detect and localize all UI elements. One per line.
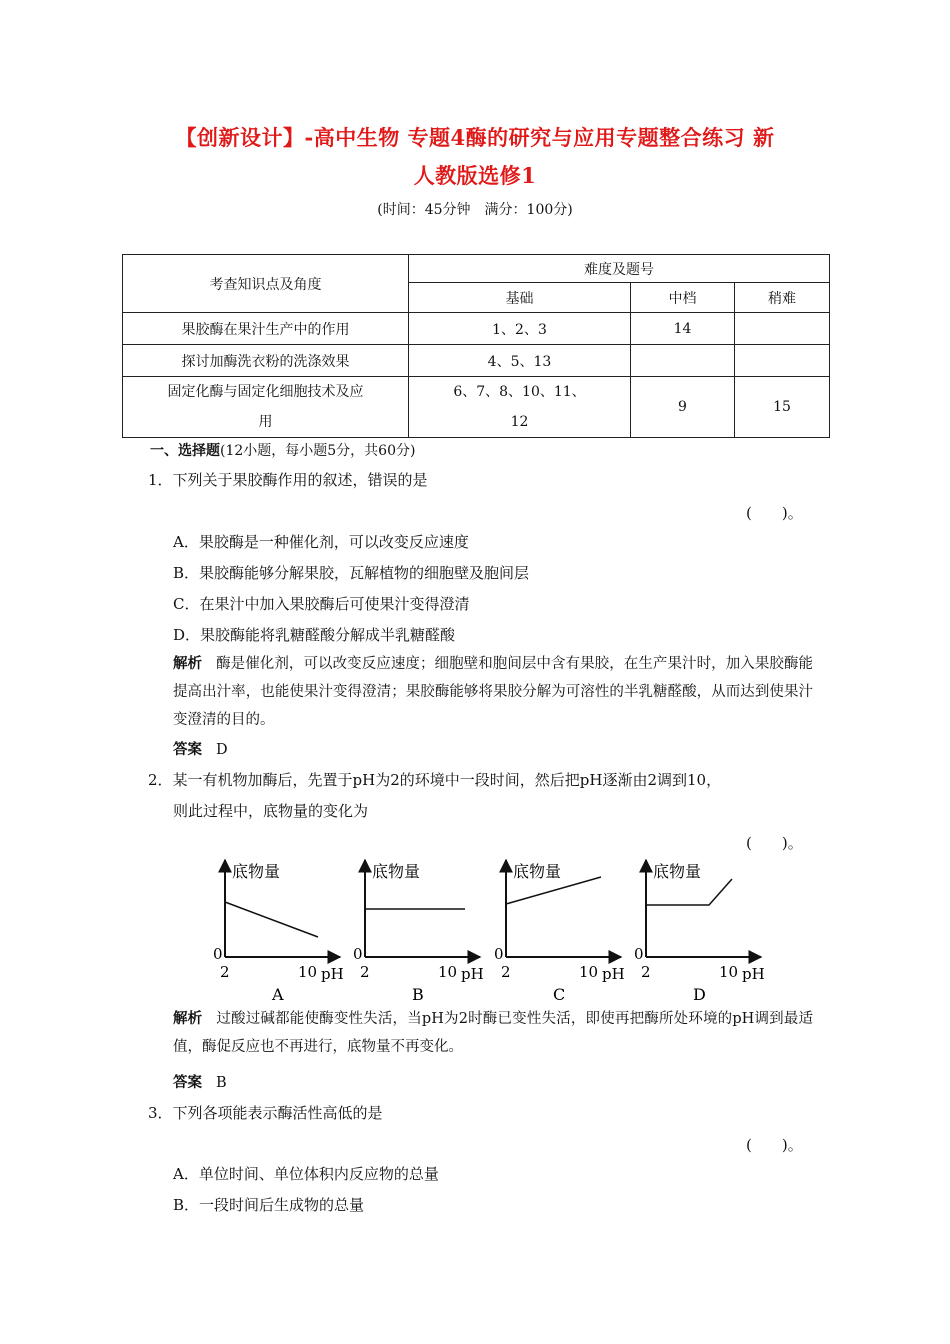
table-header-difficulty: 难度及题号	[409, 255, 830, 283]
level-basic: 基础	[409, 283, 631, 313]
row-medium: 9	[631, 377, 735, 438]
q2-analysis	[173, 1005, 813, 1061]
curve-d	[646, 879, 732, 905]
y-label: 底物量	[372, 862, 421, 881]
x-unit-label: pH	[742, 965, 765, 983]
question-2-bracket: ( )。	[746, 834, 803, 852]
y-label: 底物量	[513, 862, 562, 881]
graph-label-a: A	[272, 985, 284, 1004]
origin-label: 0	[213, 945, 223, 963]
q1-option-c: C．在果汁中加入果胶酶后可使果汁变得澄清	[173, 595, 470, 613]
row-basic-line1: 6、7、8、10、11、	[453, 384, 586, 400]
x-unit-label: pH	[321, 965, 344, 983]
origin-label: 0	[353, 945, 363, 963]
row-topic: 果胶酶在果汁生产中的作用	[123, 313, 409, 345]
question-2-stem-line2: 则此过程中，底物量的变化为	[173, 802, 369, 820]
y-label: 底物量	[232, 862, 281, 881]
x-start-label: 2	[220, 963, 230, 981]
table-row	[123, 313, 830, 345]
x-end-label: 10	[579, 963, 599, 981]
row-basic-line2: 12	[510, 414, 529, 430]
answer-value: B	[216, 1075, 227, 1091]
table-row	[123, 345, 830, 377]
row-medium: 14	[631, 313, 735, 345]
x-unit-label: pH	[602, 965, 625, 983]
doc-title-line1: 【创新设计】-高中生物 专题4酶的研究与应用专题整合练习 新	[175, 125, 775, 150]
x-end-label: 10	[719, 963, 739, 981]
q2-answer	[173, 1071, 227, 1092]
q1-option-a: A．果胶酶是一种催化剂，可以改变反应速度	[173, 533, 469, 551]
curve-c	[506, 877, 601, 904]
section-title: 一、选择题	[150, 443, 220, 459]
x-start-label: 2	[360, 963, 370, 981]
q1-answer	[173, 738, 228, 759]
question-1-bracket: ( )。	[746, 504, 803, 522]
ph-substrate-graphs	[200, 852, 780, 1007]
graph-label-b: B	[412, 985, 424, 1004]
row-topic	[123, 377, 409, 438]
origin-label: 0	[634, 945, 644, 963]
table-header-topic: 考查知识点及角度	[123, 255, 409, 313]
table-row	[123, 377, 830, 438]
doc-title-line2: 人教版选修1	[413, 163, 537, 188]
graph-label-d: D	[693, 985, 706, 1004]
analysis-label: 解析	[173, 655, 203, 672]
answer-label: 答案	[173, 1074, 202, 1091]
x-start-label: 2	[641, 963, 651, 981]
graph-label-c: C	[553, 985, 566, 1004]
graph-c	[494, 860, 625, 1004]
row-topic-line1: 固定化酶与固定化细胞技术及应	[167, 384, 364, 400]
level-hard: 稍难	[735, 283, 830, 313]
question-3-bracket: ( )。	[746, 1136, 803, 1154]
row-topic-line2: 用	[258, 414, 273, 430]
analysis-label: 解析	[173, 1010, 203, 1027]
section-note: (12小题，每小题5分，共60分)	[220, 443, 416, 459]
row-basic: 1、2、3	[409, 313, 631, 345]
answer-value: D	[216, 742, 228, 758]
question-3-stem: 3．下列各项能表示酶活性高低的是	[148, 1104, 383, 1122]
origin-label: 0	[494, 945, 504, 963]
row-hard	[735, 345, 830, 377]
question-1-stem: 1．下列关于果胶酶作用的叙述，错误的是	[148, 471, 428, 489]
x-end-label: 10	[298, 963, 318, 981]
answer-label: 答案	[173, 741, 202, 758]
x-start-label: 2	[501, 963, 511, 981]
q1-analysis	[173, 650, 813, 734]
graph-b	[353, 860, 484, 1004]
q3-option-b: B．一段时间后生成物的总量	[173, 1196, 365, 1214]
q1-option-b: B．果胶酶能够分解果胶，瓦解植物的细胞壁及胞间层	[173, 564, 530, 582]
row-medium	[631, 345, 735, 377]
q1-option-d: D．果胶酶能将乳糖醛酸分解成半乳糖醛酸	[173, 626, 456, 644]
row-basic: 4、5、13	[409, 345, 631, 377]
curve-a	[225, 902, 318, 937]
row-hard	[735, 313, 830, 345]
x-unit-label: pH	[461, 965, 484, 983]
question-2-stem-line1: 2．某一有机物加酶后，先置于pH为2的环境中一段时间，然后把pH逐渐由2调到10，	[148, 771, 722, 789]
section-heading	[150, 440, 415, 460]
y-label: 底物量	[653, 862, 702, 881]
x-end-label: 10	[438, 963, 458, 981]
time-score-note: (时间：45分钟 满分：100分)	[377, 202, 573, 218]
q3-option-a: A．单位时间、单位体积内反应物的总量	[173, 1165, 439, 1183]
row-hard: 15	[735, 377, 830, 438]
knowledge-table	[122, 254, 830, 438]
row-basic	[409, 377, 631, 438]
graph-d	[634, 860, 765, 1004]
analysis-text: 过酸过碱都能使酶变性失活，当pH为2时酶已变性失活，即使再把酶所处环境的pH调到最适值，酶促反应也不再进行，底物量不再变化。	[173, 1011, 814, 1055]
graph-a	[213, 860, 344, 1004]
analysis-text: 酶是催化剂，可以改变反应速度；细胞壁和胞间层中含有果胶，在生产果汁时，加入果胶酶能提高出汁率，也能使果汁变得澄清；果胶酶能够将果胶分解为可溶性的半乳糖醛酸，从而达到使果汁变澄清的目的。	[173, 656, 814, 728]
row-topic: 探讨加酶洗衣粉的洗涤效果	[123, 345, 409, 377]
level-medium: 中档	[631, 283, 735, 313]
